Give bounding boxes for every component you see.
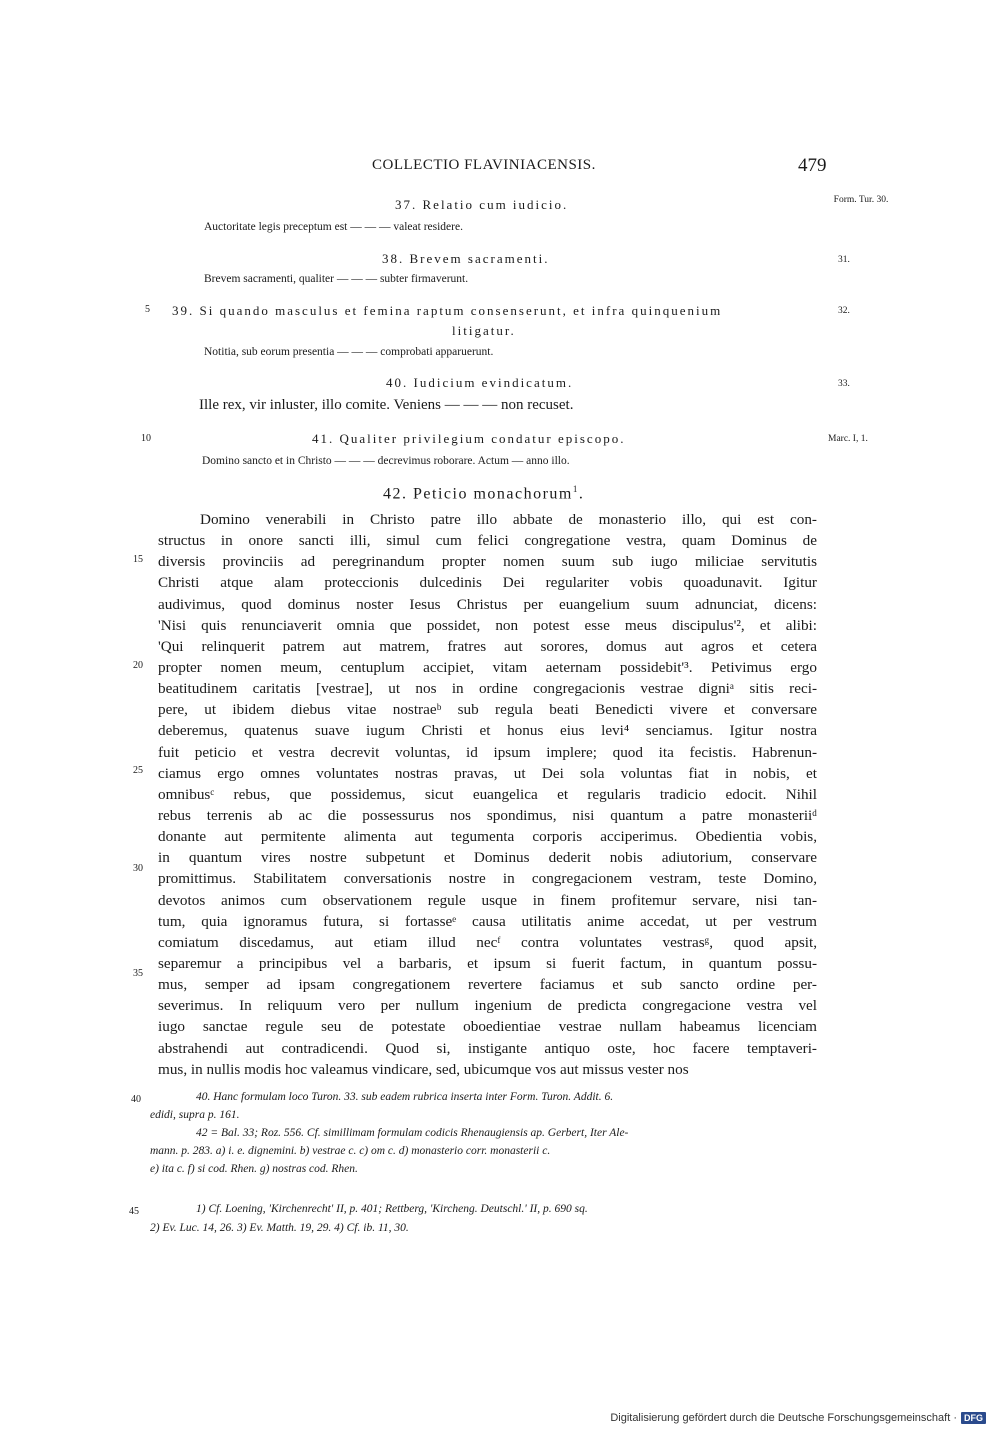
footnote-line: 42 = Bal. 33; Roz. 556. Cf. simillimam formulam codicis Rhenaugiensis ap. Gerbert, Iter Ale- bbox=[196, 1127, 629, 1139]
body-line: omnibusᶜ rebus, que possidemus, sicut euangelica et regularis tradicio edocit. Nihil bbox=[158, 785, 817, 803]
section-title bbox=[383, 484, 584, 503]
entry-41-title: 41. Qualiter privilegium condatur episcopo. bbox=[312, 431, 626, 446]
body-line: comiatum discedamus, aut etiam illud necᶠ contra voluntates vestrasᵍ, quod apsit, bbox=[158, 933, 817, 951]
footnote-line: 2) Ev. Luc. 14, 26. 3) Ev. Matth. 19, 29. 4) Cf. ib. 11, 30. bbox=[150, 1222, 409, 1234]
body-line: propter nomen meum, centuplum accipiet, vitam aeternam possidebit'³. Petivimus ergo bbox=[158, 658, 817, 676]
line-number: 40 bbox=[131, 1094, 141, 1105]
body-line: deberemus, quatenus suave iugum Christi et honus eius levi⁴ senciamus. Igitur nostra bbox=[158, 722, 817, 740]
line-number: 5 bbox=[145, 304, 150, 315]
entry-37-title: 37. Relatio cum iudicio. bbox=[395, 197, 569, 212]
line-number: 30 bbox=[133, 863, 143, 874]
line-number: 20 bbox=[133, 660, 143, 671]
entry-39-ref: 32. bbox=[838, 306, 850, 316]
body-line: severimus. In reliquum vero per nullum ingenium de predicta congregacione vestra vel bbox=[158, 997, 817, 1015]
entry-37-text: Auctoritate legis preceptum est — — — valeat residere. bbox=[204, 221, 463, 233]
body-line: structus in onore sancti illi, simul cum felici congregatione vestra, quam Dominus de bbox=[158, 532, 817, 550]
entry-39-title-cont: litigatur. bbox=[452, 323, 516, 338]
line-number: 25 bbox=[133, 765, 143, 776]
body-line: separemur a principibus vel a barbaris, et ipsum si fuerit factum, in quantum possu- bbox=[158, 954, 817, 972]
entry-37-ref: Form. Tur. 30. bbox=[833, 195, 889, 205]
section-title-text: 42. Peticio monachorum bbox=[383, 485, 573, 503]
body-line: fuit peticio et vestra decrevit voluntas, id ipsum implere; quod ita fecistis. Habrenun- bbox=[158, 743, 817, 761]
entry-41-ref: Marc. I, 1. bbox=[828, 434, 868, 444]
body-line: in quantum vires nostre subpetunt et Dominus dederit nobis adiutorium, conservare bbox=[158, 849, 817, 867]
body-line: pere, ut ibidem diebus vitae nostraeᵇ sub regula beati Benedicti vivere et conversare bbox=[158, 701, 817, 719]
body-line: Domino venerabili in Christo patre illo abbate de monasterio illo, qui est con- bbox=[200, 511, 817, 528]
body-line: diversis provinciis ad peregrinandum propter nomen suum sub iugo miliciae servitutis bbox=[158, 553, 817, 571]
body-line: ciamus ergo omnes voluntates nostras pravas, ut Dei sola voluntas fiat in nobis, et bbox=[158, 764, 817, 782]
digitization-credit bbox=[610, 1412, 986, 1424]
body-line: audivimus, quod dominus noster Iesus Christus per euangelium suum adnunciat, dicens: bbox=[158, 595, 817, 613]
body-line: abstrahendi aut contradicendi. Quod si, instigante antiquo oste, hoc facere temptaveri- bbox=[158, 1039, 817, 1057]
entry-39-text: Notitia, sub eorum presentia — — — comprobati apparuerunt. bbox=[204, 346, 494, 358]
entry-38-ref: 31. bbox=[838, 255, 850, 265]
title-period: . bbox=[578, 485, 585, 503]
body-line: tum, quia ignoramus futura, si fortasseᵉ causa utilitatis anime accedat, ut per vestrum bbox=[158, 912, 817, 930]
line-number: 15 bbox=[133, 554, 143, 565]
dfg-logo-icon: DFG bbox=[961, 1412, 986, 1424]
body-line: iugo sanctae regule seu de potestate oboedientiae vestrae nullam habeamus licenciam bbox=[158, 1018, 817, 1036]
body-line: mus, in nullis modis hoc valeamus vindicare, sed, ubicumque vos aut missus vester nos bbox=[158, 1060, 689, 1078]
line-number: 45 bbox=[129, 1206, 139, 1217]
footnote-line: edidi, supra p. 161. bbox=[150, 1109, 240, 1121]
line-number: 35 bbox=[133, 968, 143, 979]
body-line: promittimus. Stabilitatem conversationis nostre in congregacionem vestram, teste Domino, bbox=[158, 870, 817, 888]
entry-40-ref: 33. bbox=[838, 379, 850, 389]
body-line: 'Nisi quis renunciaverit omnia que possidet, non potest esse meus discipulus'², et alibi: bbox=[158, 616, 817, 634]
body-line: rebus terrenis ab ac die possessurus nos spondimus, nisi quantum a patre monasteriiᵈ bbox=[158, 806, 817, 824]
body-line: beatitudinem caritatis [vestrae], ut nos in ordine congregacionis vestrae digniᵃ sitis reci- bbox=[158, 680, 817, 698]
body-text bbox=[158, 509, 817, 1080]
body-line: mus, semper ad ipsam congregationem revertere faciamus et sub sancto ordine per- bbox=[158, 976, 817, 994]
entry-41-text: Domino sancto et in Christo — — — decrevimus roborare. Actum — anno illo. bbox=[202, 455, 570, 467]
footnote-line: 40. Hanc formulam loco Turon. 33. sub eadem rubrica insertа inter Form. Turon. Addit. 6. bbox=[196, 1091, 614, 1103]
line-number: 10 bbox=[141, 433, 151, 444]
body-line: 'Qui relinquerit patrem aut matrem, fratres aut sorores, domus aut agros et cetera bbox=[158, 637, 817, 655]
footnote-line: 1) Cf. Loening, 'Kirchenrecht' II, p. 401; Rettberg, 'Kircheng. Deutschl.' II, p. 690 sq. bbox=[196, 1203, 588, 1215]
entry-38-text: Brevem sacramenti, qualiter — — — subter firmaverunt. bbox=[204, 273, 469, 285]
entry-39-title: 39. Si quando masculus et femina raptum consenserunt, et infra quinquenium bbox=[172, 303, 723, 318]
running-title: COLLECTIO FLAVINIACENSIS. bbox=[372, 157, 596, 173]
entry-40-title: 40. Iudicium evindicatum. bbox=[386, 375, 574, 390]
body-line: devotos animos cum observationem regule usque in finem profitemur servare, nisi tan- bbox=[158, 891, 817, 909]
credit-text: Digitalisierung gefördert durch die Deutsche Forschungsgemeinschaft · bbox=[610, 1412, 957, 1424]
entry-40-text: Ille rex, vir inluster, illo comite. Veniens — — — non recuset. bbox=[199, 397, 574, 413]
body-line: donante aut permitente alimenta aut tegumenta corporis acciperimus. Obedientia vobis, bbox=[158, 828, 817, 846]
footnote-line: mann. p. 283. a) i. e. digneminі. b) vestrae c. c) om c. d) monasterio corr. monasterii c. bbox=[150, 1145, 551, 1157]
body-line: Christi atque alam proteccionis dulcedinis Dei regulariter vobis quoadunavit. Igitur bbox=[158, 574, 817, 592]
entry-38-title: 38. Brevem sacramenti. bbox=[382, 251, 550, 266]
footnote-line: e) ita c. f) si cod. Rhen. g) nostras cod. Rhen. bbox=[150, 1163, 358, 1175]
page-number: 479 bbox=[798, 155, 827, 176]
footnote-ref: 1 bbox=[572, 484, 579, 494]
